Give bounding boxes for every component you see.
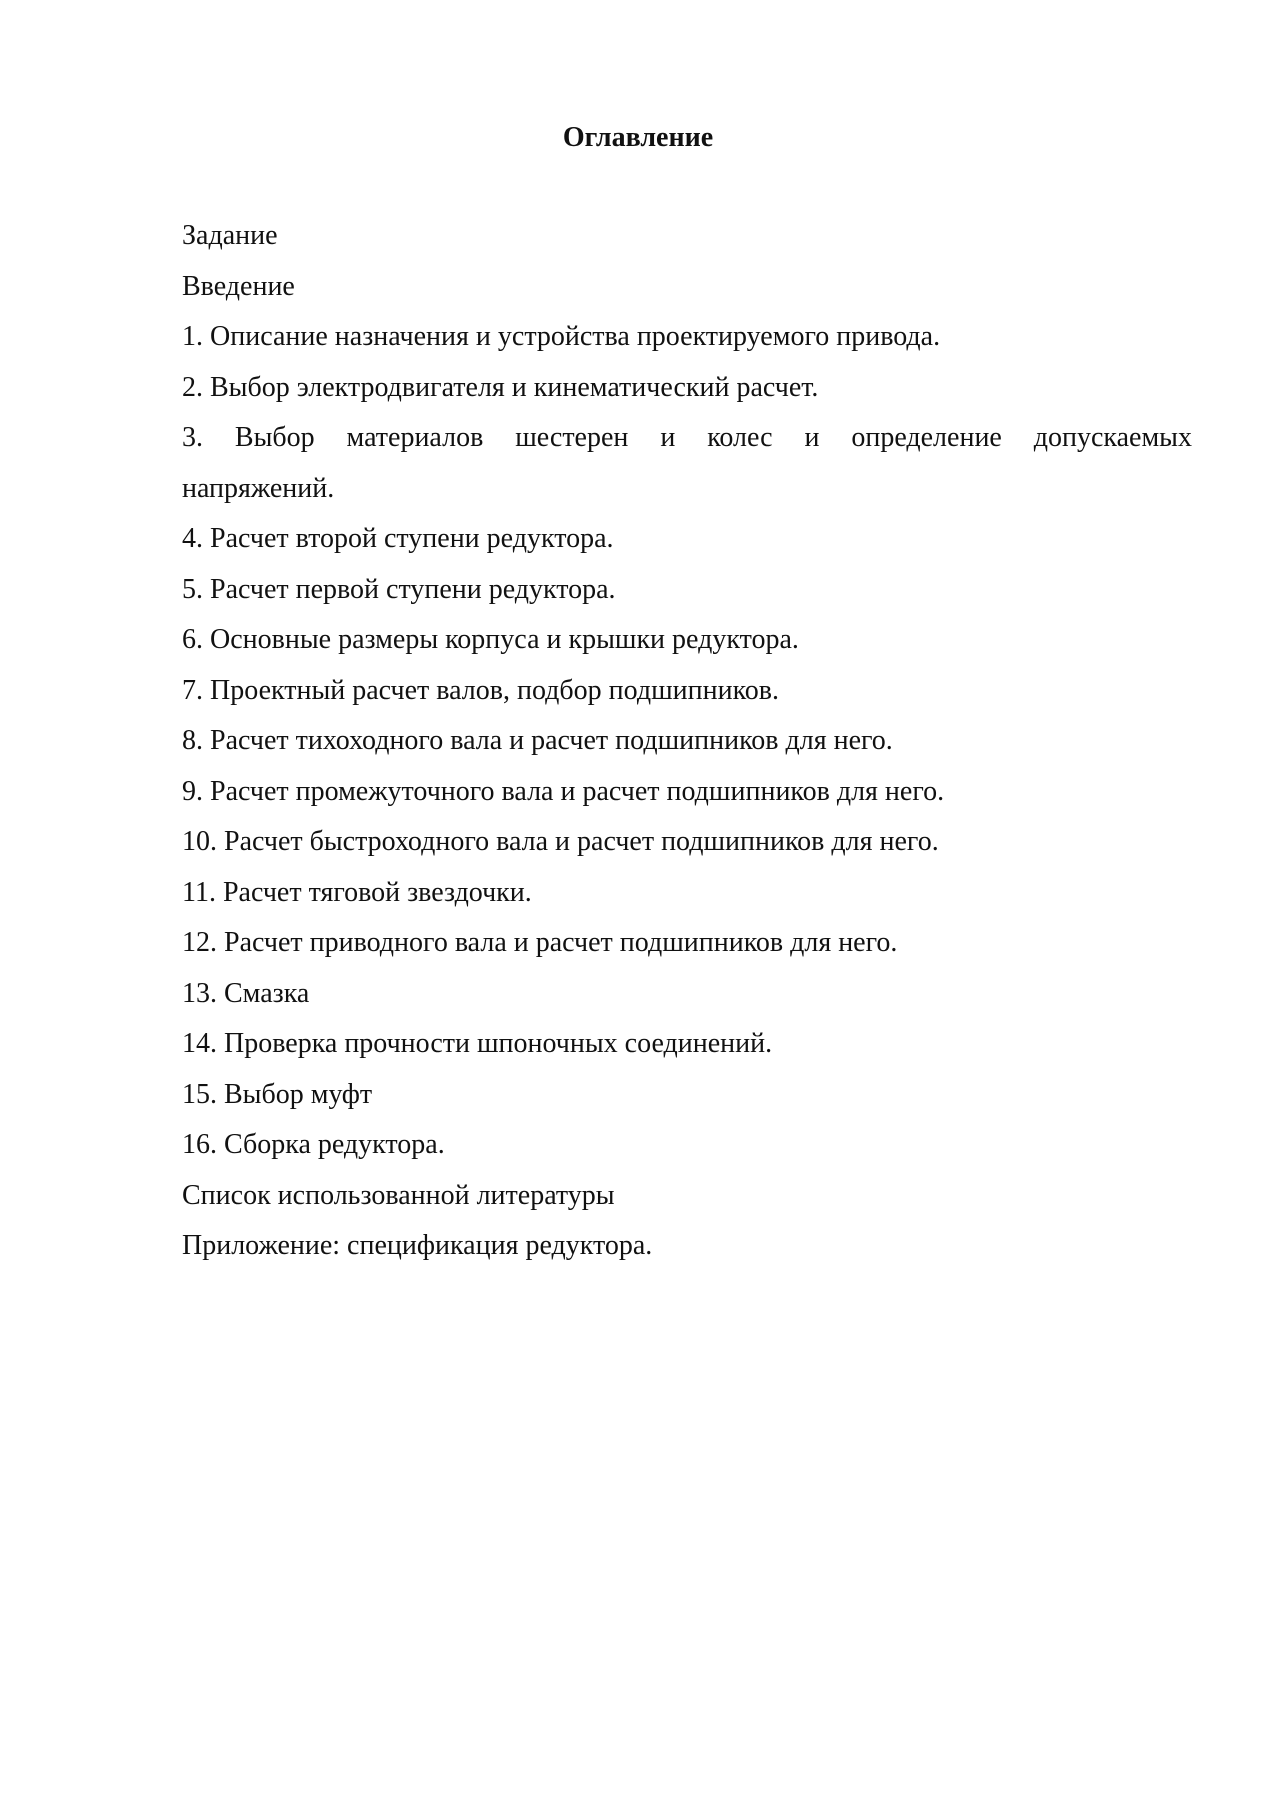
- table-of-contents: [182, 211, 1192, 1272]
- toc-entry-16: 16. Сборка редуктора.: [182, 1129, 445, 1160]
- toc-entry-3-word: и: [804, 422, 820, 453]
- toc-entry-11: 11. Расчет тяговой звездочки.: [182, 876, 532, 908]
- toc-entry-7: 7. Проектный расчет валов, подбор подшипников.: [182, 674, 779, 706]
- toc-entry-15: 15. Выбор муфт: [182, 1078, 373, 1110]
- toc-entry-2: 2. Выбор электродвигателя и кинематический расчет.: [182, 371, 819, 403]
- toc-entry-8: 8. Расчет тихоходного вала и расчет подшипников для него.: [182, 725, 893, 756]
- toc-entry-3-line-2: [182, 464, 1192, 515]
- toc-entry-3-word: Выбор: [234, 422, 315, 453]
- toc-entry-9: 9. Расчет промежуточного вала и расчет подшипников для него.: [182, 775, 945, 807]
- toc-entry-3-continuation: напряжений.: [182, 472, 335, 504]
- toc-entry-4: 4. Расчет второй ступени редуктора.: [182, 523, 614, 554]
- toc-entry-6: 6. Основные размеры корпуса и крышки редуктора.: [182, 624, 799, 655]
- toc-entry-references: Список использованной литературы: [182, 1179, 615, 1211]
- toc-entry-3-word: и: [660, 422, 676, 453]
- toc-entry-3-word: колес: [707, 422, 773, 453]
- toc-entry-task: Задание: [182, 220, 278, 251]
- toc-entry-3-word: допускаемых: [1033, 422, 1192, 453]
- toc-entry-3-line-1: [182, 413, 1192, 464]
- toc-entry-12: 12. Расчет приводного вала и расчет подшипников для него.: [182, 927, 898, 958]
- toc-entry-10: 10. Расчет быстроходного вала и расчет подшипников для него.: [182, 826, 939, 857]
- page-title: Оглавление: [562, 122, 714, 153]
- toc-entry-appendix: Приложение: спецификация редуктора.: [182, 1230, 653, 1261]
- toc-entry-3: [182, 413, 1192, 514]
- toc-entry-3-word: определение: [851, 422, 1002, 453]
- toc-entry-3-word: 3.: [182, 422, 203, 453]
- toc-entry-5: 5. Расчет первой ступени редуктора.: [182, 573, 616, 605]
- toc-entry-3-word: шестерен: [515, 422, 629, 453]
- toc-entry-13: 13. Смазка: [182, 977, 310, 1009]
- toc-entry-1: 1. Описание назначения и устройства проектируемого привода.: [182, 321, 941, 352]
- toc-entry-14: 14. Проверка прочности шпоночных соединений.: [182, 1028, 773, 1059]
- toc-entry-3-word: материалов: [346, 422, 484, 453]
- toc-entry-introduction: Введение: [182, 270, 295, 302]
